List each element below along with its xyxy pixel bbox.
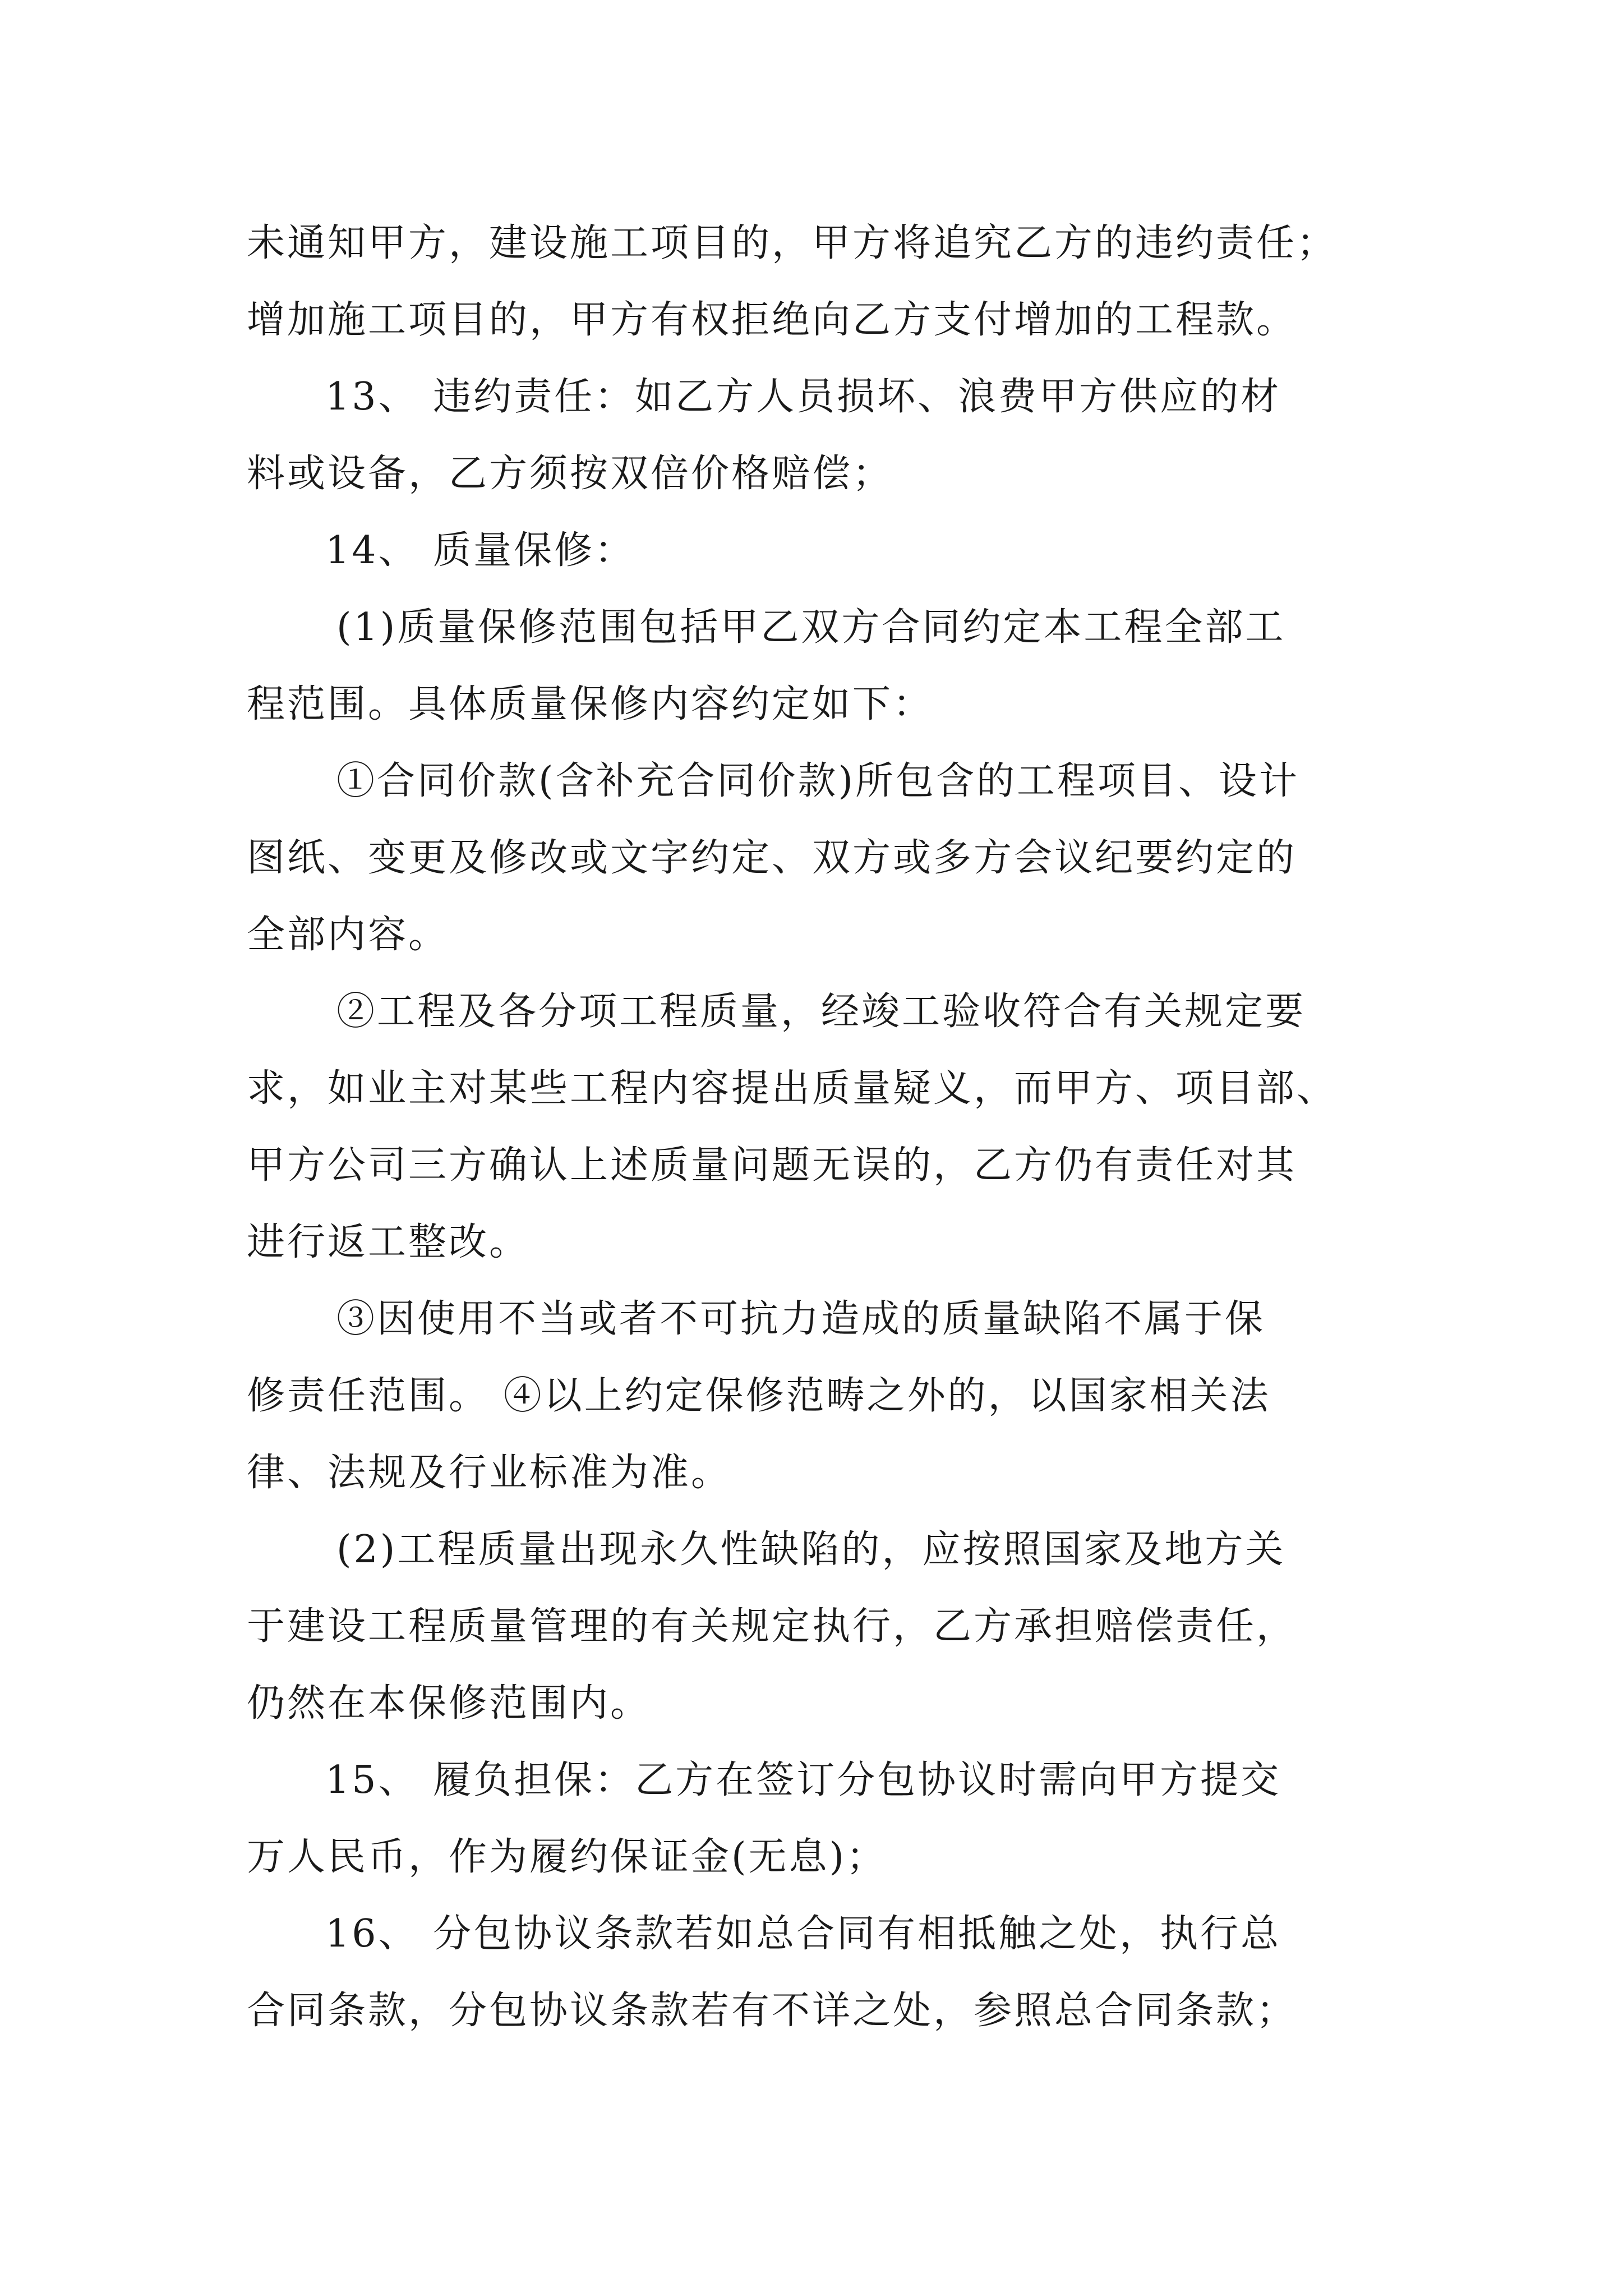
text-line: 求，如业主对某些工程内容提出质量疑义，而甲方、项目部、	[247, 1066, 1338, 1111]
clause-14-heading: 14、 质量保修：	[325, 528, 635, 573]
text-line: 进行返工整改。	[247, 1220, 530, 1264]
subclause-1: (1)质量保修范围包括甲乙双方合同约定本工程全部工	[336, 605, 1286, 650]
subclause-2: (2)工程质量出现永久性缺陷的，应按照国家及地方关	[336, 1527, 1286, 1572]
text-line: 于建设工程质量管理的有关规定执行，乙方承担赔偿责任，	[247, 1604, 1297, 1649]
text-line: 未通知甲方，建设施工项目的，甲方将追究乙方的违约责任；	[247, 221, 1338, 265]
text-line: 图纸、变更及修改或文字约定、双方或多方会议纪要约定的	[247, 836, 1297, 880]
item-3: ③因使用不当或者不可抗力造成的质量缺陷不属于保	[336, 1297, 1266, 1341]
item-1: ①合同价款(含补充合同价款)所包含的工程项目、设计	[336, 759, 1300, 803]
text-line: 仍然在本保修范围内。	[247, 1681, 651, 1726]
clause-13-heading: 13、 违约责任：如乙方人员损坏、浪费甲方供应的材	[325, 375, 1281, 419]
text-line: 万人民币，作为履约保证金(无息)；	[247, 1835, 887, 1879]
text-line: 全部内容。	[247, 913, 449, 957]
text-line: 甲方公司三方确认上述质量问题无误的，乙方仍有责任对其	[247, 1143, 1297, 1188]
text-line: 料或设备，乙方须按双倍价格赔偿；	[247, 452, 893, 496]
document-body	[247, 205, 1402, 2049]
text-line: 律、法规及行业标准为准。	[247, 1451, 732, 1495]
clause-16-heading: 16、 分包协议条款若如总合同有相抵触之处，执行总	[325, 1912, 1281, 1956]
text-line: 修责任范围。 ④以上约定保修范畴之外的，以国家相关法	[247, 1374, 1271, 1418]
text-line: 增加施工项目的，甲方有权拒绝向乙方支付增加的工程款。	[247, 298, 1297, 342]
text-line: 合同条款，分包协议条款若有不详之处，参照总合同条款；	[247, 1989, 1297, 2033]
clause-15-heading: 15、 履负担保：乙方在签订分包协议时需向甲方提交	[325, 1758, 1281, 1802]
text-line: 程范围。具体质量保修内容约定如下：	[247, 682, 934, 726]
item-2: ②工程及各分项工程质量，经竣工验收符合有关规定要	[336, 990, 1306, 1034]
